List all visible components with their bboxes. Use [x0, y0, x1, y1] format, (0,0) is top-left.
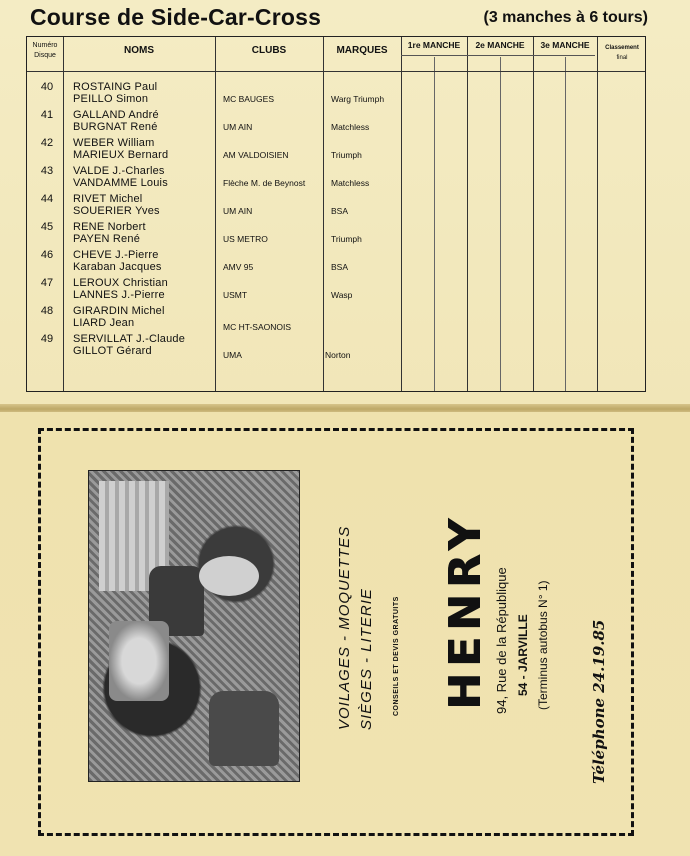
- header-manche-3: 3e MANCHE: [540, 40, 590, 50]
- table-row: [27, 80, 645, 108]
- race-subtitle: (3 manches à 6 tours): [483, 9, 648, 26]
- header-rule: [27, 71, 645, 72]
- race-title: Course de Side-Car-Cross: [30, 4, 322, 30]
- table-row: [27, 108, 645, 136]
- photo-lamp: [109, 621, 169, 701]
- passenger-name: VANDAMME Louis: [73, 177, 168, 189]
- driver-name: GIRARDIN Michel: [73, 305, 165, 317]
- photo-armchair: [209, 691, 279, 766]
- passenger-name: LIARD Jean: [73, 317, 135, 329]
- row-number: 48: [40, 305, 54, 317]
- driver-name: CHEVE J.-Pierre: [73, 249, 159, 261]
- header-classement: Classement final: [605, 45, 639, 61]
- table-row: [27, 332, 645, 360]
- table-row: [27, 248, 645, 276]
- driver-name: WEBER William: [73, 137, 155, 149]
- row-number: 42: [40, 137, 54, 149]
- driver-name: LEROUX Christian: [73, 277, 168, 289]
- passenger-name: GILLOT Gérard: [73, 345, 152, 357]
- table-row: [27, 136, 645, 164]
- header-noms: NOMS: [124, 45, 154, 56]
- brand-name: Triumph: [331, 150, 362, 160]
- brand-name: Norton: [325, 350, 351, 360]
- row-number: 44: [40, 193, 54, 205]
- row-number: 40: [40, 81, 54, 93]
- header-numero: Numéro Disque: [32, 42, 58, 59]
- ad-advice: CONSEILS ET DEVIS GRATUITS: [393, 596, 400, 716]
- row-number: 43: [40, 165, 54, 177]
- passenger-name: Karaban Jacques: [73, 261, 162, 273]
- brand-name: Wasp: [331, 290, 353, 300]
- club-name: USMT: [223, 290, 248, 300]
- header-marques: MARQUES: [336, 45, 388, 56]
- club-name: UM AIN: [223, 122, 253, 132]
- club-name: MC BAUGES: [223, 94, 275, 104]
- header-clubs: CLUBS: [251, 45, 287, 56]
- passenger-name: PEILLO Simon: [73, 93, 149, 105]
- brand-name: BSA: [331, 206, 349, 216]
- race-sheet-page: [0, 0, 690, 410]
- club-name: AM VALDOISIEN: [223, 150, 289, 160]
- brand-name: Matchless: [331, 122, 370, 132]
- club-name: US METRO: [223, 234, 268, 244]
- header-manche-2: 2e MANCHE: [475, 40, 525, 50]
- row-number: 41: [40, 109, 54, 121]
- ad-phone: Téléphone 24.19.85: [590, 619, 608, 784]
- ad-city: 54 - JARVILLE: [516, 614, 530, 696]
- passenger-name: MARIEUX Bernard: [73, 149, 169, 161]
- table-row: [27, 192, 645, 220]
- brand-name: Warg Triumph: [331, 94, 385, 104]
- club-name: MC HT-SAONOIS: [223, 322, 292, 332]
- row-number: 45: [40, 221, 54, 233]
- ad-address: 94, Rue de la République: [494, 567, 509, 714]
- header-manche-1: 1re MANCHE: [407, 40, 461, 50]
- ad-brand: HENRY: [440, 512, 491, 710]
- advertisement-page: [0, 412, 690, 856]
- passenger-name: PAYEN René: [73, 233, 141, 245]
- photo-table: [199, 556, 259, 596]
- furniture-photo: [88, 470, 300, 782]
- driver-name: RIVET Michel: [73, 193, 143, 205]
- passenger-name: BURGNAT René: [73, 121, 158, 133]
- driver-name: RENE Norbert: [73, 221, 146, 233]
- passenger-name: SOUERIER Yves: [73, 205, 160, 217]
- row-number: 47: [40, 277, 54, 289]
- driver-name: GALLAND André: [73, 109, 159, 121]
- table-row: [27, 276, 645, 304]
- table-row: [27, 304, 645, 332]
- driver-name: ROSTAING Paul: [73, 81, 158, 93]
- club-name: UM AIN: [223, 206, 253, 216]
- passenger-name: LANNES J.-Pierre: [73, 289, 165, 301]
- club-name: AMV 95: [223, 262, 254, 272]
- brand-name: Matchless: [331, 178, 370, 188]
- table-row: [27, 164, 645, 192]
- ad-products-line2: SIÈGES - LITERIE: [358, 588, 375, 730]
- brand-name: BSA: [331, 262, 349, 272]
- driver-name: VALDE J.-Charles: [73, 165, 165, 177]
- club-name: UMA: [223, 350, 242, 360]
- row-number: 49: [40, 333, 54, 345]
- entry-table: [26, 36, 646, 392]
- brand-name: Triumph: [331, 234, 362, 244]
- driver-name: SERVILLAT J.-Claude: [73, 333, 186, 345]
- table-row: [27, 220, 645, 248]
- ad-bus-note: (Terminus autobus N° 1): [536, 580, 550, 710]
- row-number: 46: [40, 249, 54, 261]
- manche-rule: [401, 55, 595, 56]
- ad-products-line1: VOILAGES - MOQUETTES: [336, 525, 353, 730]
- club-name: Flèche M. de Beynost: [223, 178, 306, 188]
